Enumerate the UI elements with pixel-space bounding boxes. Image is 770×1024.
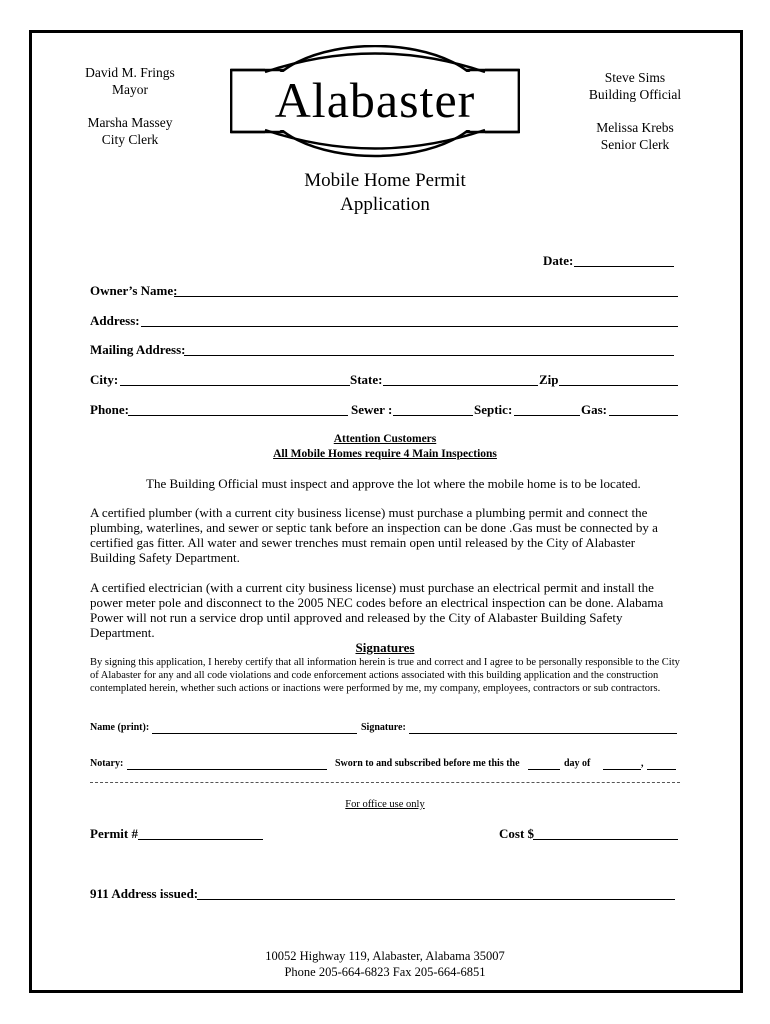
comma-separator: , xyxy=(641,758,644,769)
owner-name-label: Owner’s Name: xyxy=(90,283,178,298)
address-label: Address: xyxy=(90,313,140,328)
paragraph-lot-inspection: The Building Official must inspect and approve the lot where the mobile home is to be located. xyxy=(146,476,641,491)
paragraph-plumbing: A certified plumber (with a current city business license) must purchase a plumbing permit and connect the plumbing, waterlines, and sewer or septic tank before an inspection can be done .Gas must be connected by a certified gas fitter. All water and sewer trenches must remain open until released by the City of Alabaster Building Safety Department. xyxy=(90,505,658,565)
officials-left xyxy=(70,64,190,148)
form-title-line2: Application xyxy=(340,194,430,215)
mayor-role: Mayor xyxy=(112,82,148,97)
building-official-name: Steve Sims xyxy=(604,70,666,85)
cost-field[interactable] xyxy=(533,839,678,840)
zip-label: Zip xyxy=(539,372,559,387)
septic-label: Septic: xyxy=(474,402,513,417)
attention-heading: Attention Customers xyxy=(333,433,437,445)
gas-field[interactable] xyxy=(609,415,678,416)
date-field[interactable] xyxy=(574,266,674,267)
building-official-role: Building Official xyxy=(588,87,682,102)
sewer-field[interactable] xyxy=(393,415,473,416)
notary-label: Notary: xyxy=(90,758,124,769)
city-label: City: xyxy=(90,372,119,387)
signature-label: Signature: xyxy=(361,722,406,733)
mailing-address-label: Mailing Address: xyxy=(90,342,186,357)
city-field[interactable] xyxy=(120,385,350,386)
signature-field[interactable] xyxy=(409,733,677,734)
form-title-line1: Mobile Home Permit xyxy=(304,170,466,191)
footer xyxy=(0,948,770,980)
sworn-month-field[interactable] xyxy=(603,769,641,770)
address-911-field[interactable] xyxy=(197,899,675,900)
attention-notice xyxy=(0,432,770,462)
footer-phone: Phone 205-664-6823 Fax 205-664-6851 xyxy=(284,965,486,979)
sworn-year-field[interactable] xyxy=(647,769,676,770)
cost-label: Cost $ xyxy=(499,826,535,841)
phone-field[interactable] xyxy=(128,415,348,416)
signatures-certification: By signing this application, I hereby certify that all information herein is true and correct and I agree to be personally responsible to the City of Alabaster for any and all code violations and code enforcement actions associated with this building application and the construction contemplated herein, whether such actions or inactions were performed by me, my company, employees, contractors or sub contractors. xyxy=(90,657,680,694)
address-field[interactable] xyxy=(141,326,678,327)
senior-clerk-name: Melissa Krebs xyxy=(596,120,674,135)
name-print-field[interactable] xyxy=(152,733,357,734)
attention-subheading: All Mobile Homes require 4 Main Inspections xyxy=(273,448,497,460)
zip-field[interactable] xyxy=(559,385,678,386)
form-title xyxy=(0,169,770,217)
mailing-address-field[interactable] xyxy=(184,355,674,356)
paragraph-electrical: A certified electrician (with a current city business license) must purchase an electrical permit and install the power meter pole and disconnect to the 2005 NEC codes before an electrical inspection can be done. Alabama Power will not run a service drop until approved and released by the City of Alabaster Building Safety Department. xyxy=(90,580,664,640)
city-logo xyxy=(230,45,520,165)
sewer-label: Sewer : xyxy=(351,402,393,417)
office-use-divider xyxy=(90,782,680,783)
logo-text: Alabaster xyxy=(274,72,476,128)
senior-clerk-role: Senior Clerk xyxy=(600,137,670,152)
name-print-label: Name (print): xyxy=(90,722,150,733)
footer-address: 10052 Highway 119, Alabaster, Alabama 35007 xyxy=(265,949,505,963)
sworn-day-field[interactable] xyxy=(528,769,560,770)
notary-field[interactable] xyxy=(127,769,327,770)
sworn-label: Sworn to and subscribed before me this the xyxy=(335,758,520,769)
owner-name-field[interactable] xyxy=(174,296,678,297)
gas-label: Gas: xyxy=(581,402,607,417)
phone-label: Phone: xyxy=(90,402,129,417)
date-label: Date: xyxy=(543,253,574,268)
permit-number-field[interactable] xyxy=(138,839,263,840)
mayor-name: David M. Frings xyxy=(85,65,175,80)
clerk-role: City Clerk xyxy=(101,132,159,147)
address-911-label: 911 Address issued: xyxy=(90,886,199,901)
permit-number-label: Permit # xyxy=(90,826,139,841)
day-of-label: day of xyxy=(564,758,591,769)
state-field[interactable] xyxy=(383,385,538,386)
septic-field[interactable] xyxy=(514,415,580,416)
signatures-heading: Signatures xyxy=(355,640,415,655)
state-label: State: xyxy=(350,372,383,387)
office-use-heading: For office use only xyxy=(345,799,425,810)
officials-right xyxy=(575,69,695,153)
clerk-name: Marsha Massey xyxy=(87,115,173,130)
